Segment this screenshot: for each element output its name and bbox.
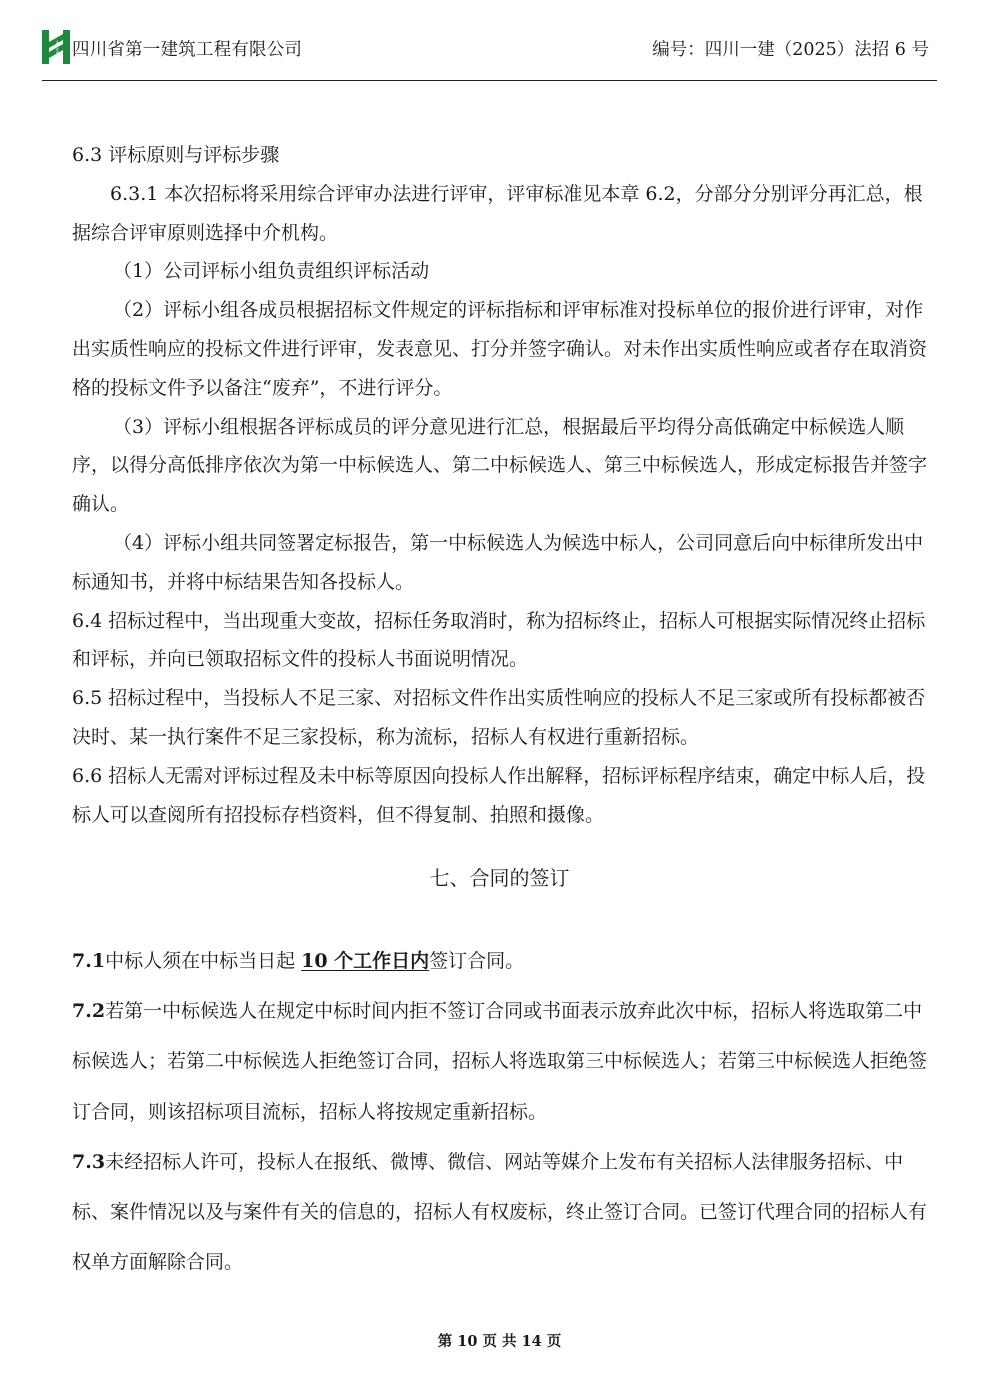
list-item-2: （2）评标小组各成员根据招标文件规定的评标指标和评审标准对投标单位的报价进行评审，对作出实质性响应的投标文件进行评审，发表意见、打分并签字确认。对未作出实质性响应或者存在取消资格的投标文件予以备注“废弃”，不进行评分。 bbox=[72, 299, 928, 399]
clause-number-7-3: 7.3 bbox=[72, 1150, 106, 1173]
clause-7-1-text-b: 签订合同。 bbox=[429, 950, 525, 972]
section-7-body bbox=[72, 936, 940, 1287]
clause-7-1-deadline: 10 个工作日内 bbox=[301, 950, 430, 972]
page-number: 第 10 页 共 14 页 bbox=[437, 1333, 562, 1350]
list-item-3: （3）评标小组根据各评标成员的评分意见进行汇总，根据最后平均得分高低确定中标候选人顺序，以得分高低排序依次为第一中标候选人、第二中标候选人、第三中标候选人，形成定标报告并签字确认。 bbox=[72, 415, 928, 516]
paragraph-7-2 bbox=[72, 986, 940, 1137]
list-item-1: （1）公司评标小组负责组织评标活动 bbox=[113, 260, 430, 283]
paragraph-6-6: 6.6 招标人无需对评标过程及未中标等原因向投标人作出解释，招标评标程序结束，确定中标人后，投标人可以查阅所有招投标存档资料，但不得复制、拍照和摄像。 bbox=[72, 764, 926, 826]
company-logo bbox=[42, 30, 70, 64]
clause-7-1-text-a: 中标人须在中标当日起 bbox=[105, 950, 302, 972]
clause-number-7-1: 7.1 bbox=[72, 950, 106, 972]
clause-number-7-2: 7.2 bbox=[72, 1000, 106, 1023]
company-name: 四川省第一建筑工程有限公司 bbox=[72, 40, 303, 60]
paragraph-6-3-1: 6.3.1 本次招标将采用综合评审办法进行评审，评审标准见本章 6.2，分部分分别评分再汇总，根据综合评审原则选择中介机构。 bbox=[72, 182, 923, 244]
logo-text: HUASHI bbox=[55, 40, 59, 54]
clause-7-2-text: 若第一中标候选人在规定中标时间内拒不签订合同或书面表示放弃此次中标，招标人将选取第二中标候选人；若第二中标候选人拒绝签订合同，招标人将选取第三中标候选人；若第三中标候选人拒绝签订合同，则该招标项目流标，招标人将按规定重新招标。 bbox=[72, 1000, 928, 1123]
document-number: 编号：四川一建（2025）法招 6 号 bbox=[652, 40, 929, 60]
section-6-body bbox=[72, 136, 940, 834]
paragraph-7-1 bbox=[72, 936, 940, 986]
list-item-4: （4）评标小组共同签署定标报告，第一中标候选人为候选中标人，公司同意后向中标律所发出中标通知书，并将中标结果告知各投标人。 bbox=[72, 531, 924, 593]
section-6-3-title: 6.3 评标原则与评标步骤 bbox=[72, 144, 280, 166]
clause-7-3-text: 未经招标人许可，投标人在报纸、微博、微信、网站等媒介上发布有关招标人法律服务招标、中标、案件情况以及与案件有关的信息的，招标人有权废标，终止签订合同。已签订代理合同的招标人有权单方面解除合同。 bbox=[72, 1150, 928, 1274]
section-7-heading: 七、合同的签订 bbox=[429, 866, 570, 890]
paragraph-6-4: 6.4 招标过程中，当出现重大变故，招标任务取消时，称为招标终止，招标人可根据实际情况终止招标和评标，并向已领取招标文件的投标人书面说明情况。 bbox=[72, 609, 926, 671]
paragraph-6-5: 6.5 招标过程中，当投标人不足三家、对招标文件作出实质性响应的投标人不足三家或所有投标都被否决时、某一执行案件不足三家投标，称为流标，招标人有权进行重新招标。 bbox=[72, 687, 926, 748]
paragraph-7-3 bbox=[72, 1137, 940, 1288]
page-header bbox=[42, 24, 937, 81]
